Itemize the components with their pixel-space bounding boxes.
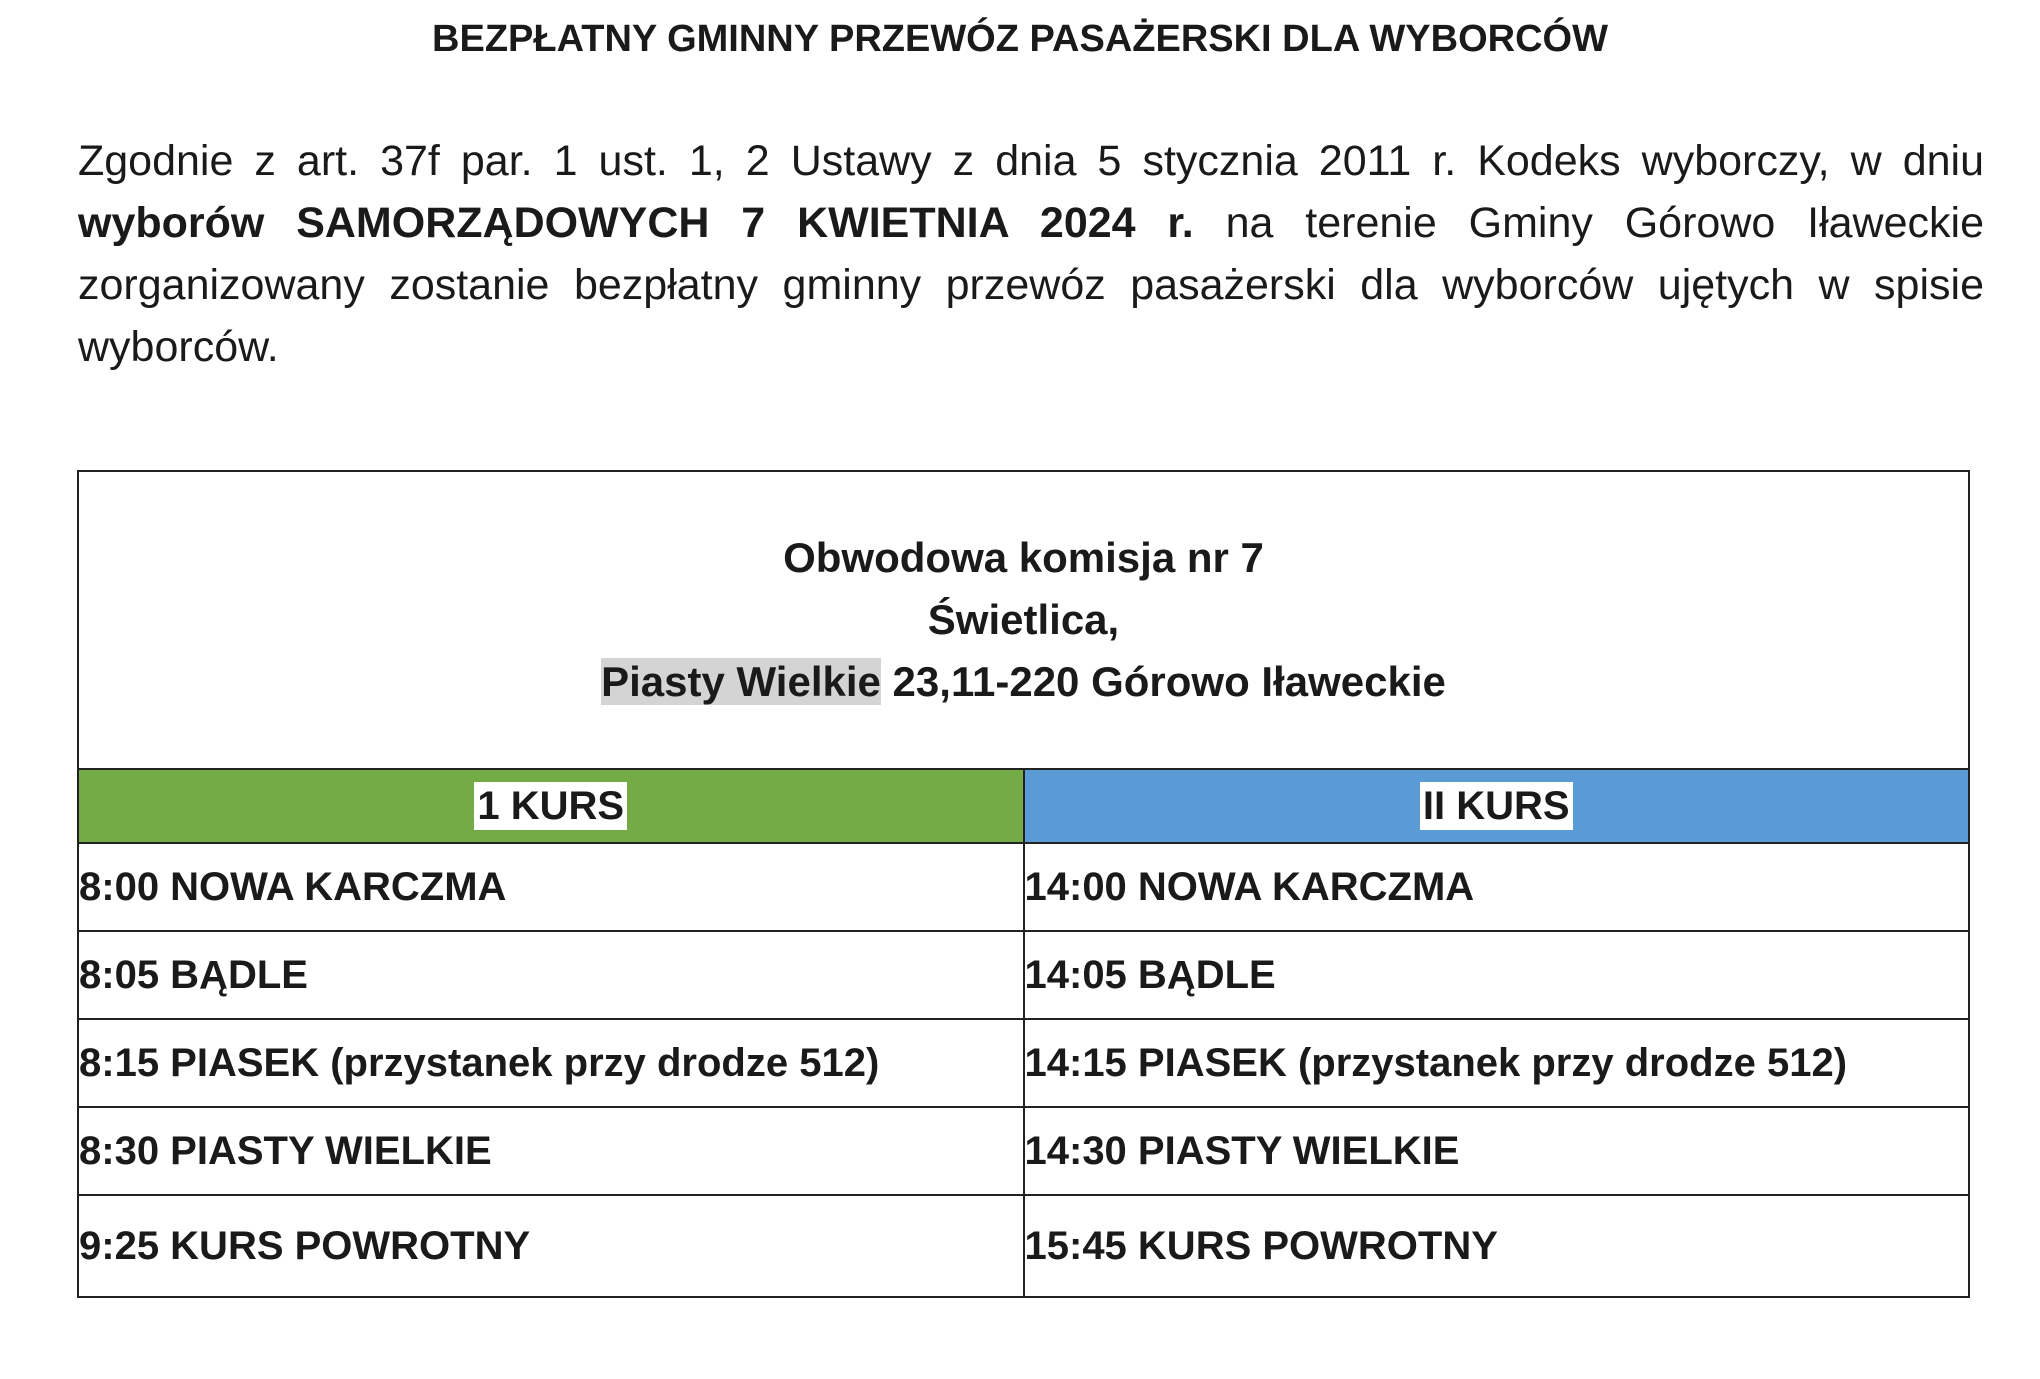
intro-paragraph bbox=[78, 130, 1984, 378]
commission-venue: Świetlica, bbox=[927, 596, 1120, 643]
table-row bbox=[78, 1195, 1969, 1297]
course-2-stop: 14:00 NOWA KARCZMA bbox=[1024, 843, 1970, 931]
course-2-label: II KURS bbox=[1420, 782, 1573, 830]
course-1-header bbox=[78, 769, 1024, 843]
course-1-stop: 8:15 PIASEK (przystanek przy drodze 512) bbox=[78, 1019, 1024, 1107]
transport-schedule-table bbox=[77, 470, 1970, 1298]
table-row bbox=[78, 1107, 1969, 1195]
table-row bbox=[78, 1019, 1969, 1107]
commission-address bbox=[79, 651, 1968, 713]
course-1-stop: 9:25 KURS POWROTNY bbox=[78, 1195, 1024, 1297]
course-1-stop: 8:00 NOWA KARCZMA bbox=[78, 843, 1024, 931]
course-1-label: 1 KURS bbox=[474, 782, 627, 830]
commission-number: Obwodowa komisja nr 7 bbox=[783, 534, 1264, 581]
commission-info bbox=[78, 471, 1969, 769]
table-row bbox=[78, 931, 1969, 1019]
intro-election-date: wyborów SAMORZĄDOWYCH 7 KWIETNIA 2024 r. bbox=[78, 199, 1194, 247]
course-2-stop: 14:30 PIASTY WIELKIE bbox=[1024, 1107, 1970, 1195]
commission-header-row bbox=[78, 471, 1969, 769]
intro-text-start: Zgodnie z art. 37f par. 1 ust. 1, 2 Ustawy z dnia 5 stycznia 2011 r. Kodeks wyborczy, w dniu bbox=[78, 137, 1984, 185]
address-rest: 23,11-220 Górowo Iławeckie bbox=[880, 658, 1446, 705]
course-2-stop: 14:05 BĄDLE bbox=[1024, 931, 1970, 1019]
address-highlight: Piasty Wielkie bbox=[601, 658, 881, 705]
intro-text-end: na terenie Gminy Górowo Iławeckie zorganizowany zostanie bezpłatny gminny przewóz pasażerski dla wyborców ujętych w spisie wyborców. bbox=[78, 199, 1984, 371]
course-header-row bbox=[78, 769, 1969, 843]
course-2-stop: 14:15 PIASEK (przystanek przy drodze 512) bbox=[1024, 1019, 1970, 1107]
course-2-stop: 15:45 KURS POWROTNY bbox=[1024, 1195, 1970, 1297]
course-2-header bbox=[1024, 769, 1970, 843]
course-1-stop: 8:05 BĄDLE bbox=[78, 931, 1024, 1019]
table-row bbox=[78, 843, 1969, 931]
course-1-stop: 8:30 PIASTY WIELKIE bbox=[78, 1107, 1024, 1195]
document-title: BEZPŁATNY GMINNY PRZEWÓZ PASAŻERSKI DLA WYBORCÓW bbox=[432, 18, 1608, 60]
